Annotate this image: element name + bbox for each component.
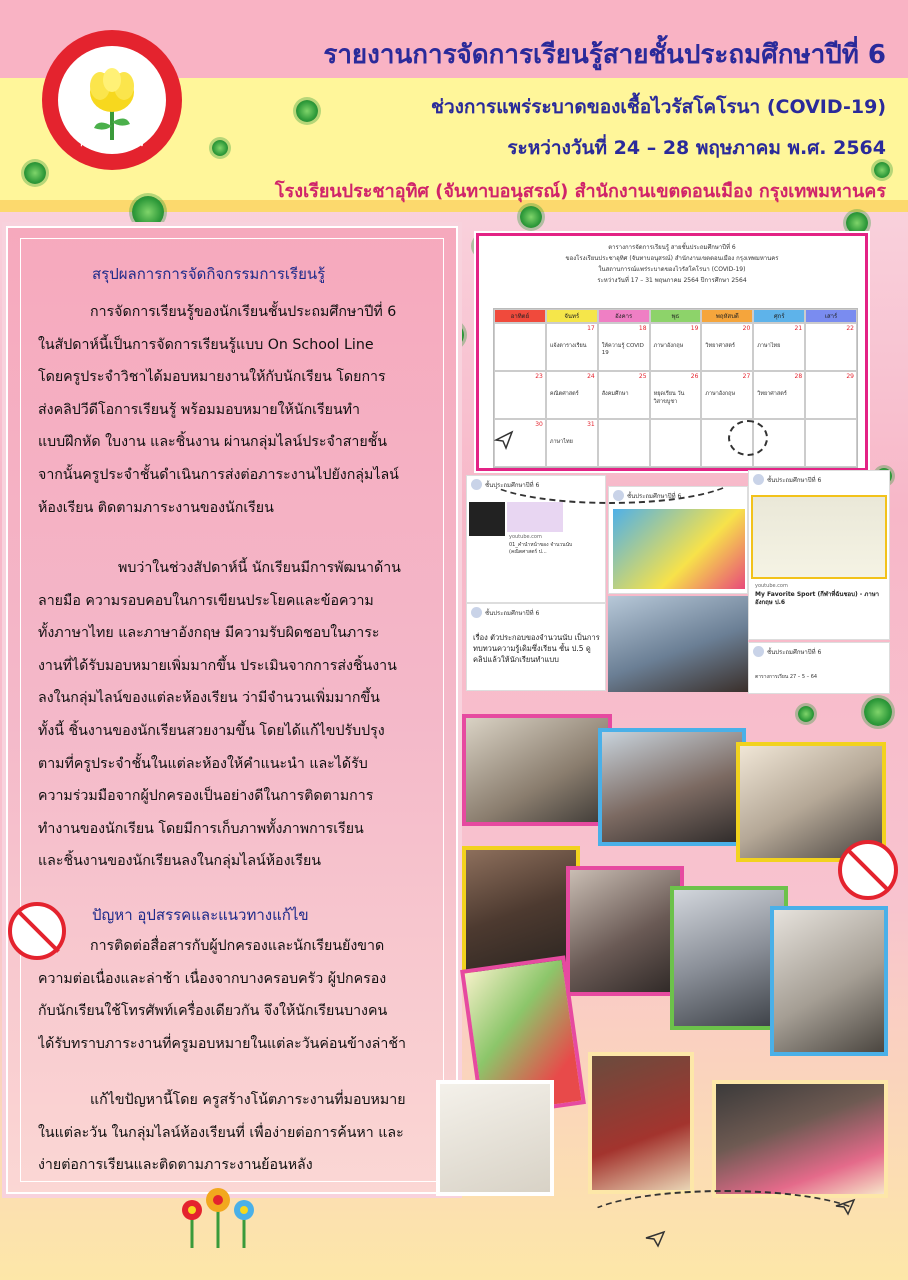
text-line: ทั้งนี้ ชิ้นงานของนักเรียนสวยงามขึ้น โดยได้แก้ไขปรับปรุง bbox=[38, 722, 385, 739]
text-line: ได้รับทราบภาระงานที่ครูมอบหมายในแต่ละวันค่อนข้างล่าช้า bbox=[38, 1035, 406, 1052]
paper-plane-icon bbox=[834, 1196, 856, 1216]
calendar-subject: ภาษาไทย bbox=[757, 343, 781, 349]
post-video-title: My Favorite Sport (กีฬาที่ฉันชอบ) - ภาษาอังกฤษ ป.6 bbox=[755, 591, 880, 606]
student-photo bbox=[712, 1080, 888, 1198]
post-caption: 01_คำนำหน้าของ จำนวนนับ (คณิตศาสตร์ ป... bbox=[509, 542, 573, 555]
dashed-flight-path bbox=[728, 420, 768, 456]
calendar-date-number: 31 bbox=[587, 421, 595, 428]
calendar-subject: ภาษาอังกฤษ bbox=[653, 343, 684, 349]
text-line: ในแต่ละวัน ในกลุ่มไลน์ห้องเรียนที่ เพื่อง่ายต่อการค้นหา และ bbox=[38, 1124, 404, 1141]
text-line: แบบฝึกหัด ใบงาน และชิ้นงาน ผ่านกลุ่มไลน์ประจำสายชั้น bbox=[38, 434, 387, 451]
calendar-cell bbox=[598, 323, 650, 371]
calendar-day-header: อังคาร bbox=[598, 309, 650, 323]
calendar-day-header: ศุกร์ bbox=[753, 309, 805, 323]
post-card bbox=[466, 603, 606, 691]
schedule-calendar bbox=[476, 233, 868, 471]
calendar-subject: ภาษาไทย bbox=[549, 439, 573, 445]
calendar-cell bbox=[753, 323, 805, 371]
post-text: เรื่อง ตัวประกอบของจำนวนนับ เป็นการทบทวนความรู้เดิมซึ่งเรียน ชั้น ป.5 ดูคลิปแล้วให้นักเรียนทำแบบ bbox=[473, 633, 600, 664]
text-line: การติดต่อสื่อสารกับผู้ปกครองและนักเรียนยังขาด bbox=[90, 938, 385, 954]
post-site: youtube.com bbox=[509, 534, 542, 540]
calendar-subject: วิทยาศาสตร์ bbox=[705, 343, 735, 349]
school-name: โรงเรียนประชาอุทิศ (จันทาบอนุสรณ์) สำนักงานเขตดอนเมือง กรุงเทพมหานคร bbox=[274, 181, 886, 202]
calendar-date-number: 27 bbox=[742, 373, 751, 380]
calendar-subject: สังคมศึกษา bbox=[601, 391, 629, 397]
virus-icon bbox=[520, 206, 542, 228]
video-thumbnail bbox=[751, 495, 887, 579]
calendar-subject: หยุดเรียน วันวิสาขบูชา bbox=[653, 391, 685, 405]
virus-icon bbox=[212, 140, 228, 156]
flowers-decoration-icon bbox=[172, 1180, 264, 1250]
virus-icon bbox=[132, 196, 164, 228]
text-line: ทำงานของนักเรียน โดยมีการเก็บภาพทั้งภาพการเรียน bbox=[38, 820, 364, 837]
calendar-header-line: ของโรงเรียนประชาอุทิศ (จันทาบอนุสรณ์) สำนักงานเขตดอนเมือง กรุงเทพมหานคร bbox=[565, 255, 779, 262]
calendar-date-number: 23 bbox=[535, 373, 543, 380]
text-line: โดยครูประจำวิชาได้มอบหมายงานให้กับนักเรียน โดยการ bbox=[38, 369, 386, 386]
calendar-cell bbox=[494, 323, 546, 371]
virus-icon bbox=[798, 706, 814, 722]
calendar-day-header: พฤหัสบดี bbox=[701, 309, 753, 323]
virus-icon bbox=[874, 162, 890, 178]
post-card bbox=[748, 470, 890, 640]
calendar-cell bbox=[805, 323, 857, 371]
calendar-date-number: 24 bbox=[587, 373, 595, 380]
calendar-date-number: 30 bbox=[535, 421, 543, 428]
calendar-subject: คณิตศาสตร์ bbox=[549, 391, 579, 397]
text-line: ง่ายต่อการเรียนและติดตามภาระงานย้อนหลัง bbox=[38, 1157, 313, 1174]
summary-paragraph-2 bbox=[38, 552, 440, 878]
text-line: จากนั้นครูประจำชั้นดำเนินการส่งต่อภาระงานไปยังกลุ่มไลน์ bbox=[38, 466, 399, 483]
text-line: ลงในกลุ่มไลน์ของแต่ละห้องเรียน ว่ามีจำนวนเพิ่มมากขึ้น bbox=[38, 690, 380, 707]
text-line: ส่งคลิปวีดีโอการเรียนรู้ พร้อมมอบหมายให้นักเรียนทำ bbox=[38, 401, 360, 418]
text-line: แก้ไขปัญหานี้โดย ครูสร้างโน้ตภาระงานที่มอบหมาย bbox=[90, 1092, 406, 1108]
calendar-subject: วิทยาศาสตร์ bbox=[757, 391, 787, 397]
calendar-date-number: 20 bbox=[742, 325, 751, 332]
calendar-subject: แจ้งตารางเรียน bbox=[549, 343, 587, 349]
calendar-subject: ให้ความรู้ COVID 19 bbox=[601, 343, 644, 356]
post-text: ตารางการเรียน 27 – 5 – 64 bbox=[755, 674, 818, 680]
calendar-date-number: 18 bbox=[638, 325, 647, 332]
calendar-date-number: 26 bbox=[690, 373, 699, 380]
calendar-header bbox=[479, 242, 865, 286]
calendar-day-header: อาทิตย์ bbox=[494, 309, 546, 323]
post-site: youtube.com bbox=[755, 583, 788, 589]
calendar-subject: ภาษาอังกฤษ bbox=[705, 391, 736, 397]
calendar-cell bbox=[701, 371, 753, 419]
calendar-cell bbox=[650, 323, 702, 371]
page-title: รายงานการจัดการเรียนรู้สายชั้นประถมศึกษาปีที่ 6 bbox=[323, 40, 886, 70]
post-author: ชั้นประถมศึกษาปีที่ 6 bbox=[767, 649, 822, 656]
virus-icon bbox=[864, 698, 892, 726]
text-line: ตามที่ครูประจำชั้นในแต่ละห้องให้คำแนะนำ และได้รับ bbox=[38, 755, 368, 772]
calendar-cell bbox=[598, 371, 650, 419]
calendar-cell bbox=[753, 371, 805, 419]
calendar-cell bbox=[701, 323, 753, 371]
student-photo bbox=[462, 714, 612, 826]
text-line: ความร่วมมือจากผู้ปกครองเป็นอย่างดีในการติดตามการ bbox=[38, 788, 374, 805]
calendar-date-number: 29 bbox=[846, 373, 854, 380]
dashed-flight-path bbox=[480, 444, 740, 504]
virus-icon bbox=[296, 100, 318, 122]
teacher-photo bbox=[608, 596, 748, 692]
summary-paragraph-3 bbox=[38, 930, 440, 1060]
paper-plane-icon bbox=[644, 1228, 666, 1248]
post-author: ชั้นประถมศึกษาปีที่ 6 bbox=[767, 477, 822, 484]
post-author: ชั้นประถมศึกษาปีที่ 6 bbox=[485, 482, 540, 489]
problem-heading: ปัญหา อุปสรรคและแนวทางแก้ไข bbox=[92, 906, 309, 924]
calendar-day-header: เสาร์ bbox=[805, 309, 857, 323]
dashed-flight-path bbox=[580, 1190, 870, 1254]
calendar-cell bbox=[546, 371, 598, 419]
student-notebook-photo bbox=[436, 1080, 554, 1196]
calendar-cell bbox=[546, 323, 598, 371]
calendar-date-number: 21 bbox=[794, 325, 803, 332]
student-photo bbox=[566, 866, 684, 996]
text-line: ในสัปดาห์นี้เป็นการจัดการเรียนรู้แบบ On School Line bbox=[38, 336, 374, 353]
calendar-date-number: 19 bbox=[690, 325, 699, 332]
flower-emblem-icon bbox=[64, 52, 160, 148]
virus-icon bbox=[24, 162, 46, 184]
text-line: ความต่อเนื่องและล่าช้า เนื่องจากบางครอบครัว ผู้ปกครอง bbox=[38, 970, 387, 987]
calendar-date-number: 22 bbox=[846, 325, 854, 332]
calendar-date-number: 28 bbox=[794, 373, 803, 380]
paper-plane-icon bbox=[494, 430, 514, 450]
student-photo bbox=[588, 1052, 694, 1194]
summary-heading: สรุปผลการการจัดกิจกรรมการเรียนรู้ bbox=[92, 265, 326, 283]
covid-badge-icon bbox=[838, 840, 898, 900]
summary-paragraph-1 bbox=[38, 296, 440, 524]
calendar-day-header: จันทร์ bbox=[546, 309, 598, 323]
post-author: ชั้นประถมศึกษาปีที่ 6 bbox=[627, 493, 682, 500]
calendar-grid bbox=[493, 308, 858, 468]
page-subtitle-dates: ระหว่างวันที่ 24 – 28 พฤษภาคม พ.ศ. 2564 bbox=[507, 137, 886, 159]
text-line: ลายมือ ความรอบคอบในการเขียนประโยคและข้อความ bbox=[38, 592, 374, 609]
calendar-cell bbox=[805, 419, 857, 467]
post-card bbox=[748, 642, 890, 694]
calendar-cell bbox=[805, 371, 857, 419]
text-line: การจัดการเรียนรู้ของนักเรียนชั้นประถมศึกษาปีที่ 6 bbox=[90, 304, 397, 320]
calendar-header-line: ตารางการจัดการเรียนรู้ สายชั้นประถมศึกษาปีที่ 6 bbox=[608, 244, 736, 251]
text-line: งานที่ได้รับมอบหมายเพิ่มมากขึ้น ประเมินจากการส่งชิ้นงาน bbox=[38, 657, 397, 674]
text-line: ห้องเรียน ติดตามภาระงานของนักเรียน bbox=[38, 499, 274, 516]
text-line: ทั้งภาษาไทย และภาษาอังกฤษ มีความรับผิดชอบในภาระ bbox=[38, 625, 380, 642]
school-logo bbox=[42, 30, 182, 170]
video-thumbnail bbox=[613, 509, 745, 589]
calendar-day-header: พุธ bbox=[650, 309, 702, 323]
calendar-header-line: ระหว่างวันที่ 17 – 31 พฤษภาคม 2564 ปีการศึกษา 2564 bbox=[597, 277, 747, 284]
summary-paragraph-4 bbox=[38, 1084, 440, 1182]
calendar-date-number: 17 bbox=[587, 325, 595, 332]
student-photo bbox=[770, 906, 888, 1056]
virus-icon bbox=[846, 212, 868, 234]
text-line: และชิ้นงานของนักเรียนลงในกลุ่มไลน์ห้องเรียน bbox=[38, 853, 321, 870]
calendar-cell bbox=[494, 371, 546, 419]
student-photo bbox=[598, 728, 746, 846]
text-line: พบว่าในช่วงสัปดาห์นี้ นักเรียนมีการพัฒนาด้าน bbox=[118, 560, 401, 576]
text-line: กับนักเรียนใช้โทรศัพท์เครื่องเดียวกัน จึงให้นักเรียนบางคน bbox=[38, 1003, 388, 1020]
calendar-header-line: ในสถานการณ์แพร่ระบาดของไวรัสโคโรนา (COVID-19) bbox=[598, 266, 746, 273]
logo-caption: กรุงเทพมหานคร bbox=[80, 139, 144, 149]
calendar-date-number: 25 bbox=[638, 373, 647, 380]
calendar-cell bbox=[650, 371, 702, 419]
post-author: ชั้นประถมศึกษาปีที่ 6 bbox=[485, 610, 540, 617]
page-subtitle-covid: ช่วงการแพร่ระบาดของเชื้อไวรัสโคโรนา (COVID-19) bbox=[431, 96, 886, 118]
